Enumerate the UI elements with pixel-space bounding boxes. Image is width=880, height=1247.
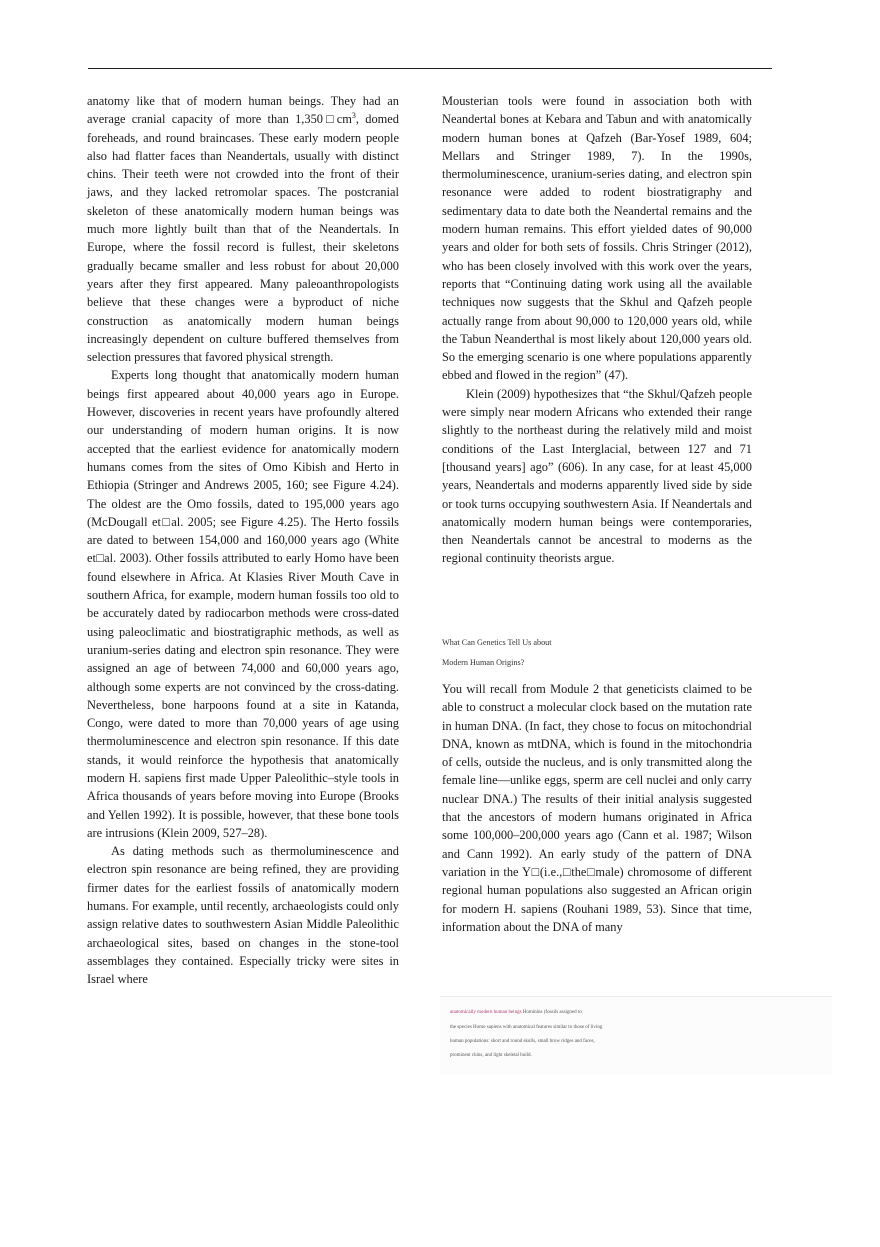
paragraph-genetics: You will recall from Module 2 that geneticists claimed to be able to construct a molecular clock based on the mutation rate in human DNA. (In fact, they chose to focus on mitochondrial DNA, known as mtDNA, which is found in the mitochondria of cells, outside the nucleus, and is only transmitted along the female line—unlike eggs, sperm are cell nuclei and only carry nuclear DNA.) The results of their initial analysis suggested that the ancestors of modern humans originated in Africa some 100,000–200,000 years ago (Cann et al. 1987; Wilson and Cann 1992). An early study of the pattern of DNA variation in the Y□(i.e.,□the□male) chromosome of different regional human populations also suggested an African origin for modern H. sapiens (Rouhani 1989, 53). Since that time, information about the DNA of many — [442, 682, 752, 934]
glossary-sidenote — [440, 996, 832, 1075]
paragraph-mousterian: Mousterian tools were found in association both with Neandertal bones at Kebara and Tabun and with anatomically modern human bones at Qafzeh (Bar-Yosef 1989, 604; Mellars and Stringer 1989, 7). In the 1990s, thermoluminescence, uranium-series dating, and electron spin resonance were added to rodent biostratigraphy and sedimentary data to date both the Neandertal remains and the modern human remains. This effort yielded dates of 90,000 years and older for both sets of fossils. Chris Stringer (2012), who has been closely involved with this work over the years, reports that “Continuing dating work using all the available techniques now suggests that the Skhul and Qafzeh people actually range from about 90,000 to 120,000 years old, while the Tabun Neanderthal is most likely about 120,000 years old. So the emerging scenario is one where populations apparently ebbed and flowed in the region” (47). — [442, 94, 752, 383]
section-heading-line-1: What Can Genetics Tell Us about — [442, 638, 552, 647]
glossary-line-2: the species Homo sapiens with anatomical features similar to those of living — [450, 1025, 603, 1030]
paragraph-anatomy — [87, 92, 399, 366]
right-column-lower — [442, 680, 752, 936]
paragraph-anatomy-text: anatomy like that of modern human beings. They had an average cranial capacity of more than 1,350□cm — [87, 94, 399, 127]
glossary-line-4: prominent chins, and light skeletal build. — [450, 1053, 532, 1058]
glossary-definition-start: Hominins (fossils assigned to — [521, 1010, 582, 1015]
paragraph-anatomy-text-rest: , domed foreheads, and round braincases. These early modern people also had flatter faces than Neandertals, usually with distinct chins. Their teeth were not crowded into the front of their jaws, and they lacked retromolar spaces. The postcranial skeleton of these anatomically modern human beings was much more lightly built than that of the Neandertals. In Europe, where the fossil record is fullest, their skeletons gradually became smaller and less robust for about 20,000 years after they first appeared. Many paleoanthropologists believe that these changes were a byproduct of niche construction as anatomically modern human beings increasingly dependent on culture buffered themselves from selection pressures that favored physical strength. — [87, 112, 399, 365]
right-column — [442, 92, 752, 568]
paragraph-klein: Klein (2009) hypothesizes that “the Skhul/Qafzeh people were simply near modern Africans who extended their range slightly to the northeast during the relatively mild and moist conditions of the Last Interglacial, between 127 and 71 [thousand years] ago” (606). In any case, for at least 45,000 years, Neandertals and moderns apparently lived side by side or took turns occupying southwestern Asia. If Neandertals and anatomically modern human beings were contemporaries, then Neandertals cannot be ancestral to moderns as the regional continuity theorists argue. — [442, 386, 752, 566]
left-column — [87, 92, 399, 989]
paragraph-experts: Experts long thought that anatomically modern human beings first appeared about 40,000 years ago in Europe. However, discoveries in recent years have profoundly altered our understanding of modern human origins. It is now accepted that the earliest evidence for anatomically modern humans comes from the sites of Omo Kibish and Herto in Ethiopia (Stringer and Andrews 2005, 160; see Figure 4.24). The oldest are the Omo fossils, dated to 195,000 years ago (McDougall et□al. 2005; see Figure 4.25). The Herto fossils are dated to between 154,000 and 160,000 years ago (White et□al. 2003). Other fossils attributed to early Homo have been found elsewhere in Africa. At Klasies River Mouth Cave in southern Africa, for example, modern human fossils too old to be accurately dated by radiocarbon methods were cross-dated using paleoclimatic and biostratigraphic methods, as well as uranium-series dating and electron spin resonance. They were assigned an age of between 74,000 and 60,000 years ago, although some experts are not convinced by the cross-dating. Nevertheless, bone harpoons found at a site in Katanda, Congo, were dated to more than 70,000 years of age using thermoluminescence and electron spin resonance. If this date stands, it would reinforce the hypothesis that anatomically modern H. sapiens first made Upper Paleolithic–style tools in Africa thousands of years before moving into Europe (Brooks and Yellen 1992). It is possible, however, that these bone tools are intrusions (Klein 2009, 527–28). — [87, 368, 399, 840]
glossary-term[interactable]: anatomically modern human beings — [450, 1010, 522, 1015]
paragraph-dating-methods: As dating methods such as thermoluminescence and electron spin resonance are being refined, they are providing firmer dates for the earliest fossils of anatomically modern humans. For example, until recently, archaeologists could only assign relative dates to southwestern Asian Middle Paleolithic archaeological sites, based on changes in the stone-tool assemblages they contained. Especially tricky were sites in Israel where — [87, 844, 399, 987]
header-rule — [88, 68, 772, 69]
section-heading-line-2: Modern Human Origins? — [442, 658, 525, 667]
glossary-line-1 — [450, 1010, 582, 1016]
superscript-cubed: 3 — [351, 111, 356, 121]
glossary-line-3: human populations: short and round skulls, small brow ridges and faces, — [450, 1039, 595, 1044]
